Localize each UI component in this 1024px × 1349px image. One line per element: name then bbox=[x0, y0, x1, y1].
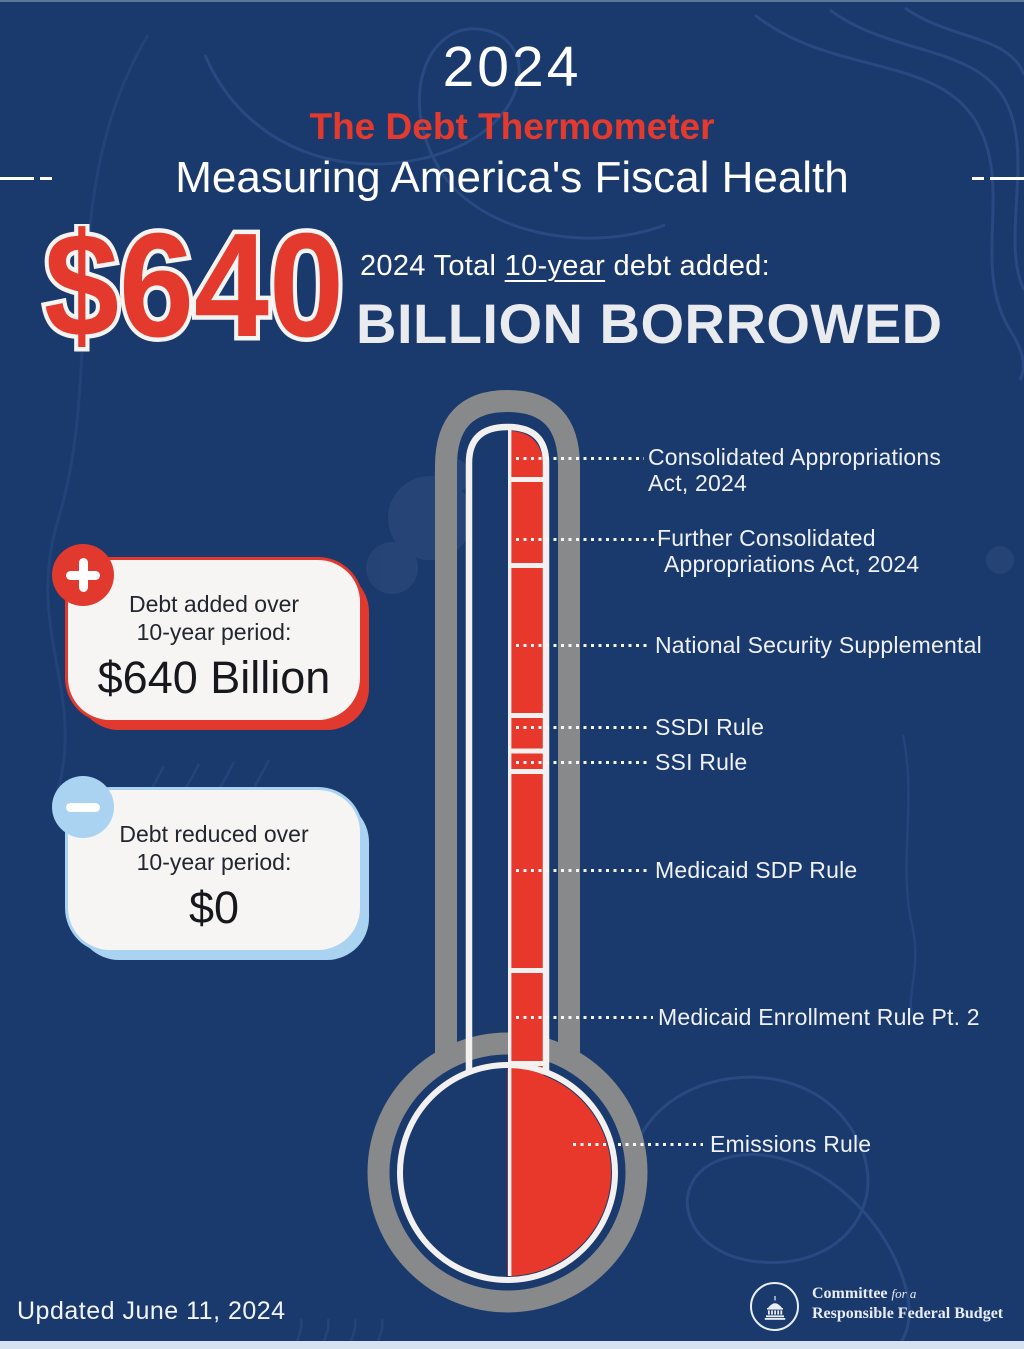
segment-label-ssdi: SSDI Rule bbox=[655, 714, 765, 740]
debt-reduced-value: $0 bbox=[188, 882, 240, 933]
leader-line-emissions bbox=[573, 1143, 703, 1146]
segment-label-consolidated: Consolidated Appropriations Act, 2024 bbox=[648, 444, 942, 496]
leader-line-medicaid-sdp bbox=[516, 869, 650, 872]
page-title: The Debt Thermometer bbox=[309, 106, 715, 147]
debt-added-line1: Debt added over bbox=[128, 591, 300, 617]
headline-lead-underlined: 10-year bbox=[504, 250, 606, 282]
updated-date: Updated June 11, 2024 bbox=[17, 1297, 286, 1325]
leader-line-further-consolidated bbox=[516, 538, 654, 541]
capitol-icon bbox=[761, 1293, 789, 1321]
segment-label-medicaid-sdp: Medicaid SDP Rule bbox=[655, 857, 858, 883]
bottom-edge-strip bbox=[0, 1341, 1024, 1349]
top-edge-highlight bbox=[0, 0, 1024, 2]
logo-org-bold: Committee bbox=[812, 1285, 888, 1302]
leader-line-ssdi bbox=[516, 726, 650, 729]
leader-line-medicaid-enrollment bbox=[516, 1016, 653, 1019]
debt-reduced-line1: Debt reduced over bbox=[119, 821, 309, 847]
debt-added-value: $640 Billion bbox=[97, 652, 331, 703]
segment-label-medicaid-enrollment: Medicaid Enrollment Rule Pt. 2 bbox=[658, 1004, 980, 1030]
headline-lead-post: debt added: bbox=[605, 250, 770, 282]
thermometer-tube-outer bbox=[446, 401, 569, 1060]
debt-added-line2: 10-year period: bbox=[136, 619, 292, 645]
segment-label-ssi: SSI Rule bbox=[655, 749, 748, 775]
crfb-logo bbox=[750, 1282, 799, 1331]
segment-label-emissions: Emissions Rule bbox=[710, 1131, 872, 1157]
headline-amount: $640 bbox=[44, 224, 344, 356]
page-subtitle: Measuring America's Fiscal Health bbox=[175, 153, 849, 202]
crfb-logo-text bbox=[812, 1284, 1003, 1324]
leader-line-national-security bbox=[516, 644, 650, 647]
debt-reduced-line2: 10-year period: bbox=[136, 849, 292, 875]
thermometer-centerline bbox=[508, 430, 511, 1277]
logo-org-italic: for a bbox=[891, 1286, 917, 1301]
page-year: 2024 bbox=[442, 35, 582, 99]
segment-label-national-security: National Security Supplemental bbox=[655, 632, 982, 658]
headline-billion-borrowed: BILLION BORROWED bbox=[356, 292, 943, 355]
leader-line-consolidated bbox=[516, 457, 644, 460]
thermometer-fill-bulb bbox=[508, 1069, 612, 1276]
headline-lead-pre: 2024 Total bbox=[360, 250, 505, 282]
leader-line-ssi bbox=[516, 761, 650, 764]
logo-org-line2: Responsible Federal Budget bbox=[812, 1305, 1004, 1322]
thermometer-fill-column bbox=[511, 431, 544, 1062]
segment-label-further-consolidated: Further Consolidated Appropriations Act, 2024 bbox=[657, 525, 920, 577]
